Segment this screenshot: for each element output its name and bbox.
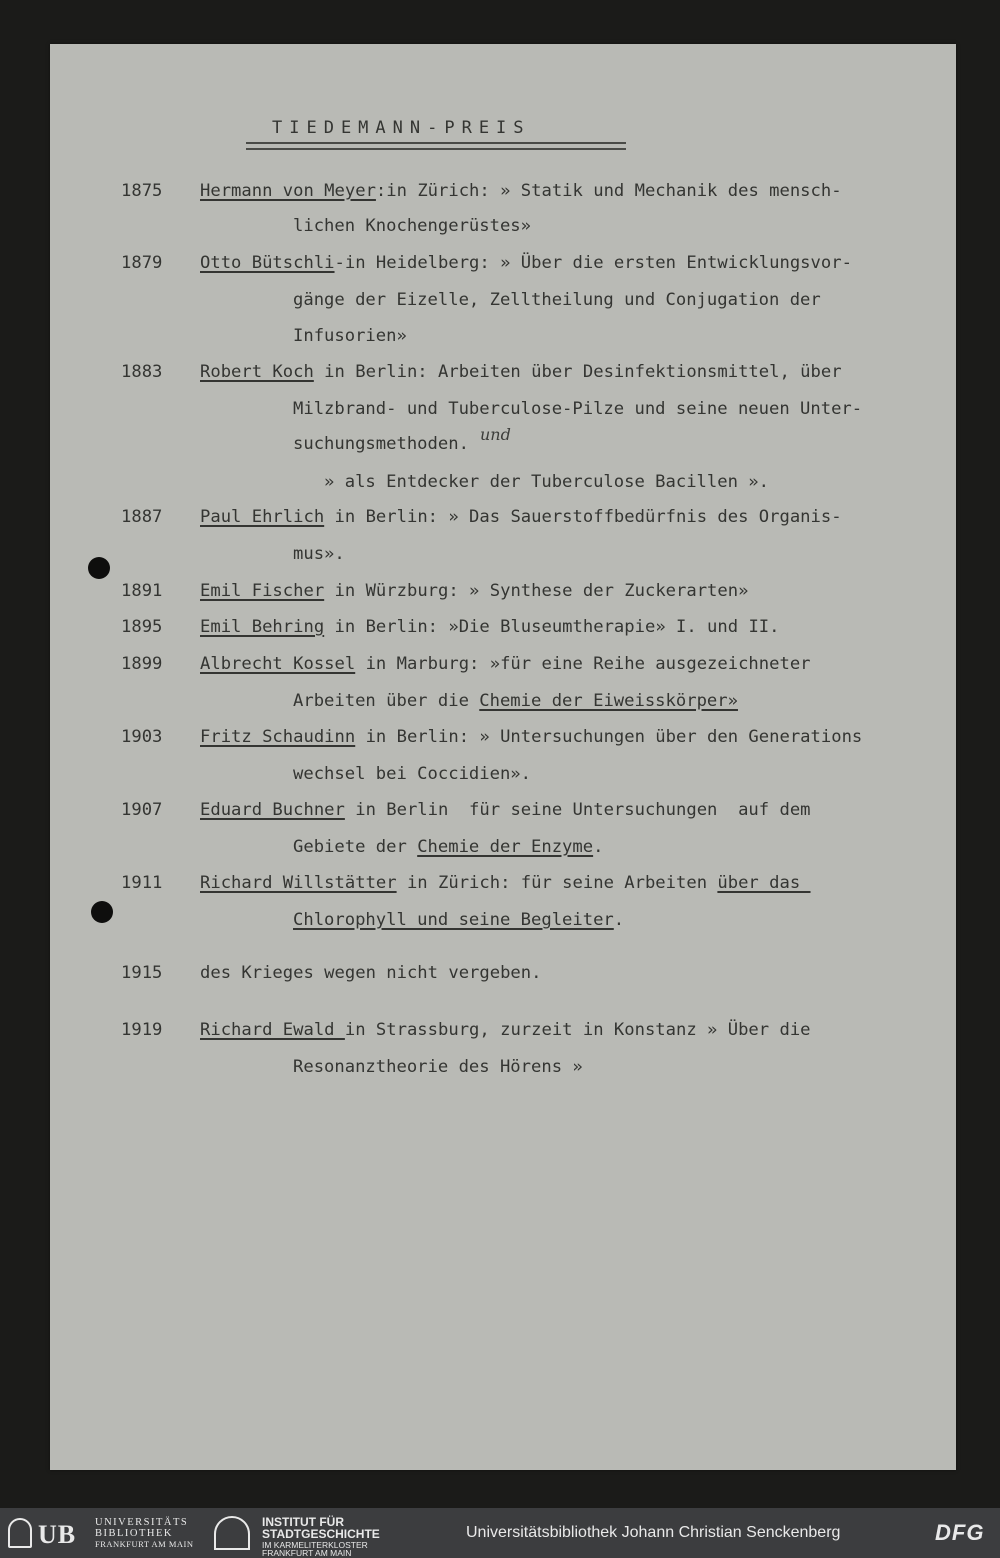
entry-continuation-line xyxy=(293,909,624,931)
entry-year: 1915 xyxy=(121,963,163,983)
ifs-logo-text xyxy=(262,1516,380,1540)
entry-text: :in Zürich: » Statik und Mechanik des mensch- xyxy=(375,181,842,201)
entry-text: Arbeiten über die xyxy=(293,691,480,711)
entry-text: in Berlin: » Untersuchungen über den Generations xyxy=(355,727,863,747)
underlined-text: Emil Behring xyxy=(200,617,325,637)
underlined-text: Robert Koch xyxy=(200,362,314,382)
entry-continuation-line xyxy=(293,471,769,493)
ub-line-2: BIBLIOTHEK xyxy=(95,1528,173,1539)
underlined-text: Richard Willstätter xyxy=(200,873,397,893)
entry-continuation-line xyxy=(293,543,345,565)
entry-first-line xyxy=(200,962,541,984)
ifs-line-3: IM KARMELITERKLOSTER xyxy=(262,1540,368,1550)
entry-continuation-line xyxy=(293,398,862,420)
underlined-text: Eduard Buchner xyxy=(200,800,345,820)
entry-year: 1899 xyxy=(121,654,163,674)
entry-year: 1891 xyxy=(121,581,163,601)
entry-text: in Berlin: Arbeiten über Desinfektionsmittel, über xyxy=(313,362,842,382)
entry-text: . xyxy=(613,910,625,930)
entry-continuation-line xyxy=(293,763,531,785)
entry-first-line xyxy=(200,616,780,638)
underlined-text: über das xyxy=(717,873,811,893)
entry-first-line xyxy=(200,580,748,602)
entry-text: in Strassburg, zurzeit in Konstanz » Über die xyxy=(344,1020,811,1040)
underlined-text: Chemie der Enzyme xyxy=(417,837,594,857)
dfg-logo: DFG xyxy=(935,1520,985,1545)
entry-text: . xyxy=(593,837,604,857)
ub-emblem-icon xyxy=(8,1518,32,1548)
entry-year: 1895 xyxy=(121,617,163,637)
footer-title: Universitätsbibliothek Johann Christian Senckenberg xyxy=(466,1524,841,1541)
entry-text: Resonanztheorie des Hörens » xyxy=(293,1057,583,1077)
entry-first-line xyxy=(200,506,842,528)
underlined-text: Fritz Schaudinn xyxy=(200,727,356,747)
entry-year: 1875 xyxy=(121,181,163,201)
entry-text: des Krieges wegen nicht vergeben. xyxy=(200,963,542,983)
entry-first-line xyxy=(200,252,852,274)
entry-text: in Marburg: »für eine Reihe ausgezeichneter xyxy=(355,654,811,674)
underlined-text: Otto Bütschli xyxy=(200,253,335,273)
entry-text: in Würzburg: » Synthese der Zuckerarten» xyxy=(324,581,749,601)
entry-first-line xyxy=(200,180,842,202)
entry-continuation-line xyxy=(293,433,469,455)
punch-hole xyxy=(91,901,113,923)
entry-text: » als Entdecker der Tuberculose Bacillen ». xyxy=(293,472,769,492)
underlined-text: Paul Ehrlich xyxy=(200,507,325,527)
ub-logo xyxy=(8,1518,88,1548)
underlined-text: Emil Fischer xyxy=(200,581,325,601)
entry-year: 1883 xyxy=(121,362,163,382)
entry-text: wechsel bei Coccidien». xyxy=(293,764,531,784)
entry-first-line xyxy=(200,726,862,748)
entry-continuation-line xyxy=(293,690,738,712)
entry-text: Milzbrand- und Tuberculose-Pilze und seine neuen Unter- xyxy=(293,399,863,419)
entry-first-line xyxy=(200,799,811,821)
footer-bar xyxy=(0,1508,1000,1558)
entry-text: in Berlin für seine Untersuchungen auf dem xyxy=(344,800,811,820)
entry-year: 1903 xyxy=(121,727,163,747)
ifs-line-4: FRANKFURT AM MAIN xyxy=(262,1548,352,1558)
ifs-arch-icon xyxy=(214,1516,250,1550)
entry-text: lichen Knochengerüstes» xyxy=(293,216,531,236)
entry-first-line xyxy=(200,872,811,894)
ub-line-3: FRANKFURT AM MAIN xyxy=(95,1539,194,1549)
entry-text: suchungsmethoden. xyxy=(293,434,469,454)
underlined-text: Richard Ewald xyxy=(200,1020,345,1040)
entry-text: -in Heidelberg: » Über die ersten Entwicklungsvor- xyxy=(334,253,852,273)
entry-continuation-line xyxy=(293,836,603,858)
entry-year: 1879 xyxy=(121,253,163,273)
punch-hole xyxy=(88,557,110,579)
document-title: TIEDEMANN-PREIS xyxy=(272,118,531,138)
entry-text: gänge der Eizelle, Zelltheilung und Conjugation der xyxy=(293,290,821,310)
underlined-text: Albrecht Kossel xyxy=(200,654,356,674)
underlined-text: Hermann von Meyer xyxy=(200,181,376,201)
entry-continuation-line xyxy=(293,215,531,237)
entry-year: 1907 xyxy=(121,800,163,820)
entry-first-line xyxy=(200,1019,811,1041)
entry-text: in Berlin: »Die Bluseumtherapie» I. und II. xyxy=(324,617,780,637)
ifs-logo-subtext xyxy=(262,1541,368,1557)
title-double-rule xyxy=(246,142,626,150)
ifs-line-2: STADTGESCHICHTE xyxy=(262,1527,380,1541)
entry-text: Infusorien» xyxy=(293,326,407,346)
entry-text: Gebiete der xyxy=(293,837,418,857)
entry-year: 1919 xyxy=(121,1020,163,1040)
underlined-text: Chemie der Eiweisskörper» xyxy=(479,691,738,711)
ub-logo-letters: UB xyxy=(38,1520,77,1549)
entry-text: in Berlin: » Das Sauerstoffbedürfnis des Organis- xyxy=(324,507,842,527)
entry-first-line xyxy=(200,361,842,383)
entry-year: 1887 xyxy=(121,507,163,527)
ifs-line-1: INSTITUT FÜR xyxy=(262,1515,344,1529)
underlined-text: Chlorophyll und seine Begleiter xyxy=(293,910,614,930)
entry-continuation-line xyxy=(293,1056,583,1078)
entry-text: in Zürich: für seine Arbeiten xyxy=(396,873,718,893)
ub-line-1: UNIVERSITÄTS xyxy=(95,1517,189,1528)
handwritten-insert: und xyxy=(480,425,511,444)
entry-year: 1911 xyxy=(121,873,163,893)
entry-first-line xyxy=(200,653,811,675)
entry-continuation-line xyxy=(293,325,407,347)
entry-continuation-line xyxy=(293,289,821,311)
ub-logo-text xyxy=(95,1517,194,1550)
entry-text: mus». xyxy=(293,544,345,564)
